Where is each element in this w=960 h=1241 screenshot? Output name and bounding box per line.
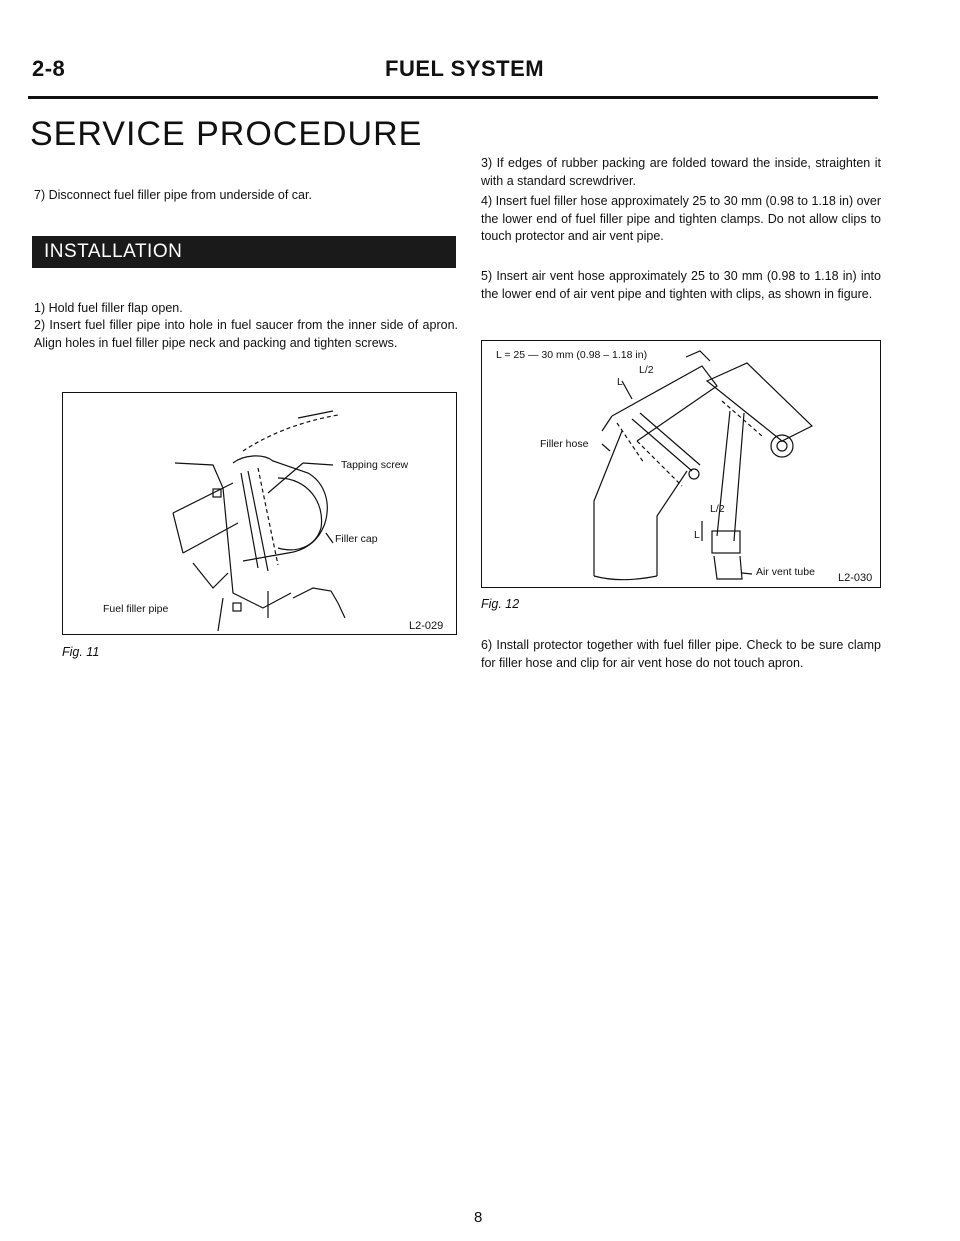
step-6-text: 6) Install protector together with fuel filler pipe. Check to be sure clamp for filler hose and clip for air vent hose do not touch apron. xyxy=(481,638,881,670)
page-code: 2-8 xyxy=(32,56,66,81)
label-l-half-top: L/2 xyxy=(639,364,654,376)
step-1-text: 1) Hold fuel filler flap open. xyxy=(34,301,183,315)
installation-heading: INSTALLATION xyxy=(32,236,456,268)
label-tapping-screw: Tapping screw xyxy=(341,459,409,471)
step-5-text: 5) Insert air vent hose approximately 25 to 30 mm (0.98 to 1.18 in) into the lower end of air vent pipe and tighten with clips, as shown in figure. xyxy=(481,269,881,301)
figure-11-code: L2-029 xyxy=(409,620,444,632)
section-title: FUEL SYSTEM xyxy=(385,56,545,81)
page-number: 8 xyxy=(474,1209,483,1226)
figure-11 xyxy=(62,392,457,635)
label-air-vent-tube: Air vent tube xyxy=(756,566,815,578)
step-3-text: 3) If edges of rubber packing are folded toward the inside, straighten it with a standard screwdriver. xyxy=(481,156,881,188)
page-title: SERVICE PROCEDURE xyxy=(30,115,423,153)
label-l-top: L xyxy=(617,376,623,388)
label-filler-cap: Filler cap xyxy=(335,533,378,545)
header-rule xyxy=(28,96,878,99)
label-filler-hose: Filler hose xyxy=(540,438,589,450)
step-7-text: 7) Disconnect fuel filler pipe from underside of car. xyxy=(34,188,312,202)
label-l-bottom: L xyxy=(694,529,700,541)
step-4-text: 4) Insert fuel filler hose approximately 25 to 30 mm (0.98 to 1.18 in) over the lower end of fuel filler pipe and tighten clamps. Do not allow clips to touch protector and air vent pipe. xyxy=(481,194,881,243)
figure-11-caption: Fig. 11 xyxy=(62,645,100,659)
fuel-filler-pipe-diagram xyxy=(63,393,458,636)
figure-12-code: L2-030 xyxy=(838,572,873,584)
step-2-text: 2) Insert fuel filler pipe into hole in fuel saucer from the inner side of apron. Align holes in fuel filler pipe neck and packing and tighten screws. xyxy=(34,318,458,350)
label-fuel-filler-pipe: Fuel filler pipe xyxy=(103,603,169,615)
figure-12 xyxy=(481,340,881,588)
label-l-half-bottom: L/2 xyxy=(710,503,725,515)
label-dimension: L = 25 — 30 mm (0.98 – 1.18 in) xyxy=(496,349,648,361)
hose-installation-diagram xyxy=(482,341,882,589)
figure-12-caption: Fig. 12 xyxy=(481,597,520,611)
